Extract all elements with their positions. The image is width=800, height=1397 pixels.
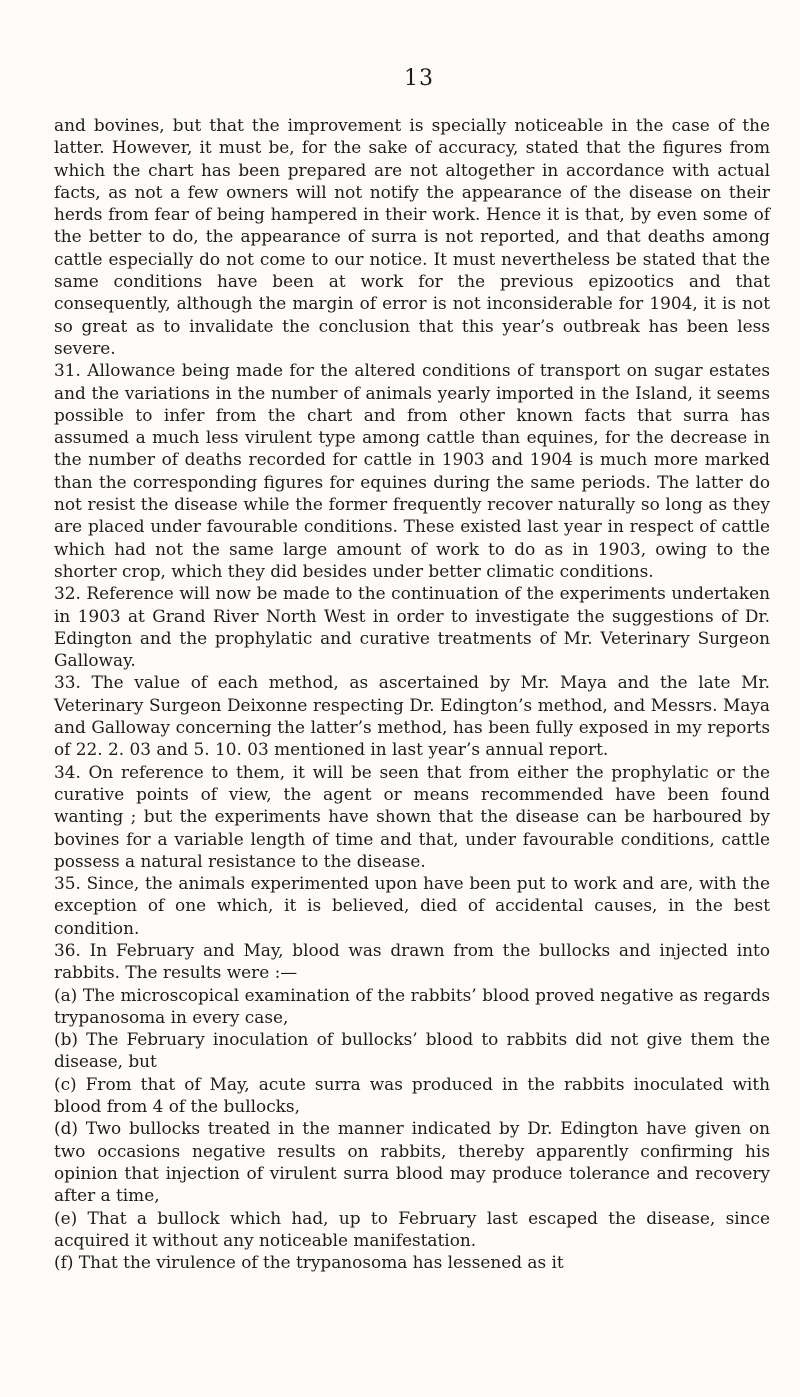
list-item-f: (f) That the virulence of the trypanosoma has lessened as it	[54, 1252, 564, 1273]
paragraph-36: 36. In February and May, blood was drawn from the bullocks and injected into rabbits. The results were :—	[54, 939, 770, 983]
page-number: 13	[404, 66, 434, 91]
list-item-b: (b) The February inoculation of bullocks’ blood to rabbits did not give them the disease, but	[54, 1029, 770, 1072]
paragraph-32: 32. Reference will now be made to the continuation of the experiments undertaken in 1903 at Grand River North West in order to investigate the suggestions of Dr. Edington and the prophylatic and curative treatments of Mr. Veterinary Surgeon Galloway.	[54, 583, 770, 671]
page-text-body	[54, 114, 770, 1273]
list-item-d: (d) Two bullocks treated in the manner indicated by Dr. Edington have given on two occasions negative results on rabbits, thereby apparently confirming his opinion that injection of virulent surra blood may produce tolerance and recovery after a time,	[54, 1118, 770, 1206]
paragraph-31: 31. Allowance being made for the altered conditions of transport on sugar estates and the variations in the number of animals yearly imported in the Island, it seems possible to infer from the chart and from other known facts that surra has assumed a much less virulent type among cattle than equines, for the decrease in the number of deaths recorded for cattle in 1903 and 1904 is much more marked than the corresponding figures for equines during the same periods. The latter do not resist the disease while the former frequently recover naturally so long as they are placed under favourable conditions. These existed last year in respect of cattle which had not the same large amount of work to do as in 1903, owing to the shorter crop, which they did besides under better climatic conditions.	[54, 360, 770, 581]
paragraph-34: 34. On reference to them, it will be seen that from either the prophylatic or the curative points of view, the agent or means recommended have been found wanting ; but the experiments have shown that the disease can be harboured by bovines for a variable length of time and that, under favourable conditions, cattle possess a natural resistance to the disease.	[54, 761, 770, 871]
list-item-e: (e) That a bullock which had, up to February last escaped the disease, since acquired it without any noticeable manifestation.	[54, 1207, 770, 1250]
paragraph-35: 35. Since, the animals experimented upon have been put to work and are, with the exception of one which, it is believed, died of accidental causes, in the best condition.	[54, 873, 770, 938]
list-item-a: (a) The microscopical examination of the rabbits’ blood proved negative as regards trypanosoma in every case,	[54, 984, 770, 1027]
paragraph-continuation: and bovines, but that the improvement is specially noticeable in the case of the latter. However, it must be, for the sake of accuracy, stated that the figures from which the chart has been prepared are not altogether in accordance with actual facts, as not a few owners will not notify the appearance of the disease on their herds from fear of being hampered in their work. Hence it is that, by even some of the better to do, the appearance of surra is not reported, and that deaths among cattle especially do not come to our notice. It must nevertheless be stated that the same conditions have been at work for the previous epizootics and that consequently, although the margin of error is not inconsiderable for 1904, it is not so great as to invalidate the conclusion that this year’s outbreak has been less severe.	[54, 115, 770, 358]
paragraph-33: 33. The value of each method, as ascertained by Mr. Maya and the late Mr. Veterinary Surgeon Deixonne respecting Dr. Edington’s method, and Messrs. Maya and Galloway concerning the latter’s method, has been fully exposed in my reports of 22. 2. 03 and 5. 10. 03 mentioned in last year’s annual report.	[54, 672, 770, 760]
list-item-c: (c) From that of May, acute surra was produced in the rabbits inoculated with blood from 4 of the bullocks,	[54, 1073, 770, 1117]
